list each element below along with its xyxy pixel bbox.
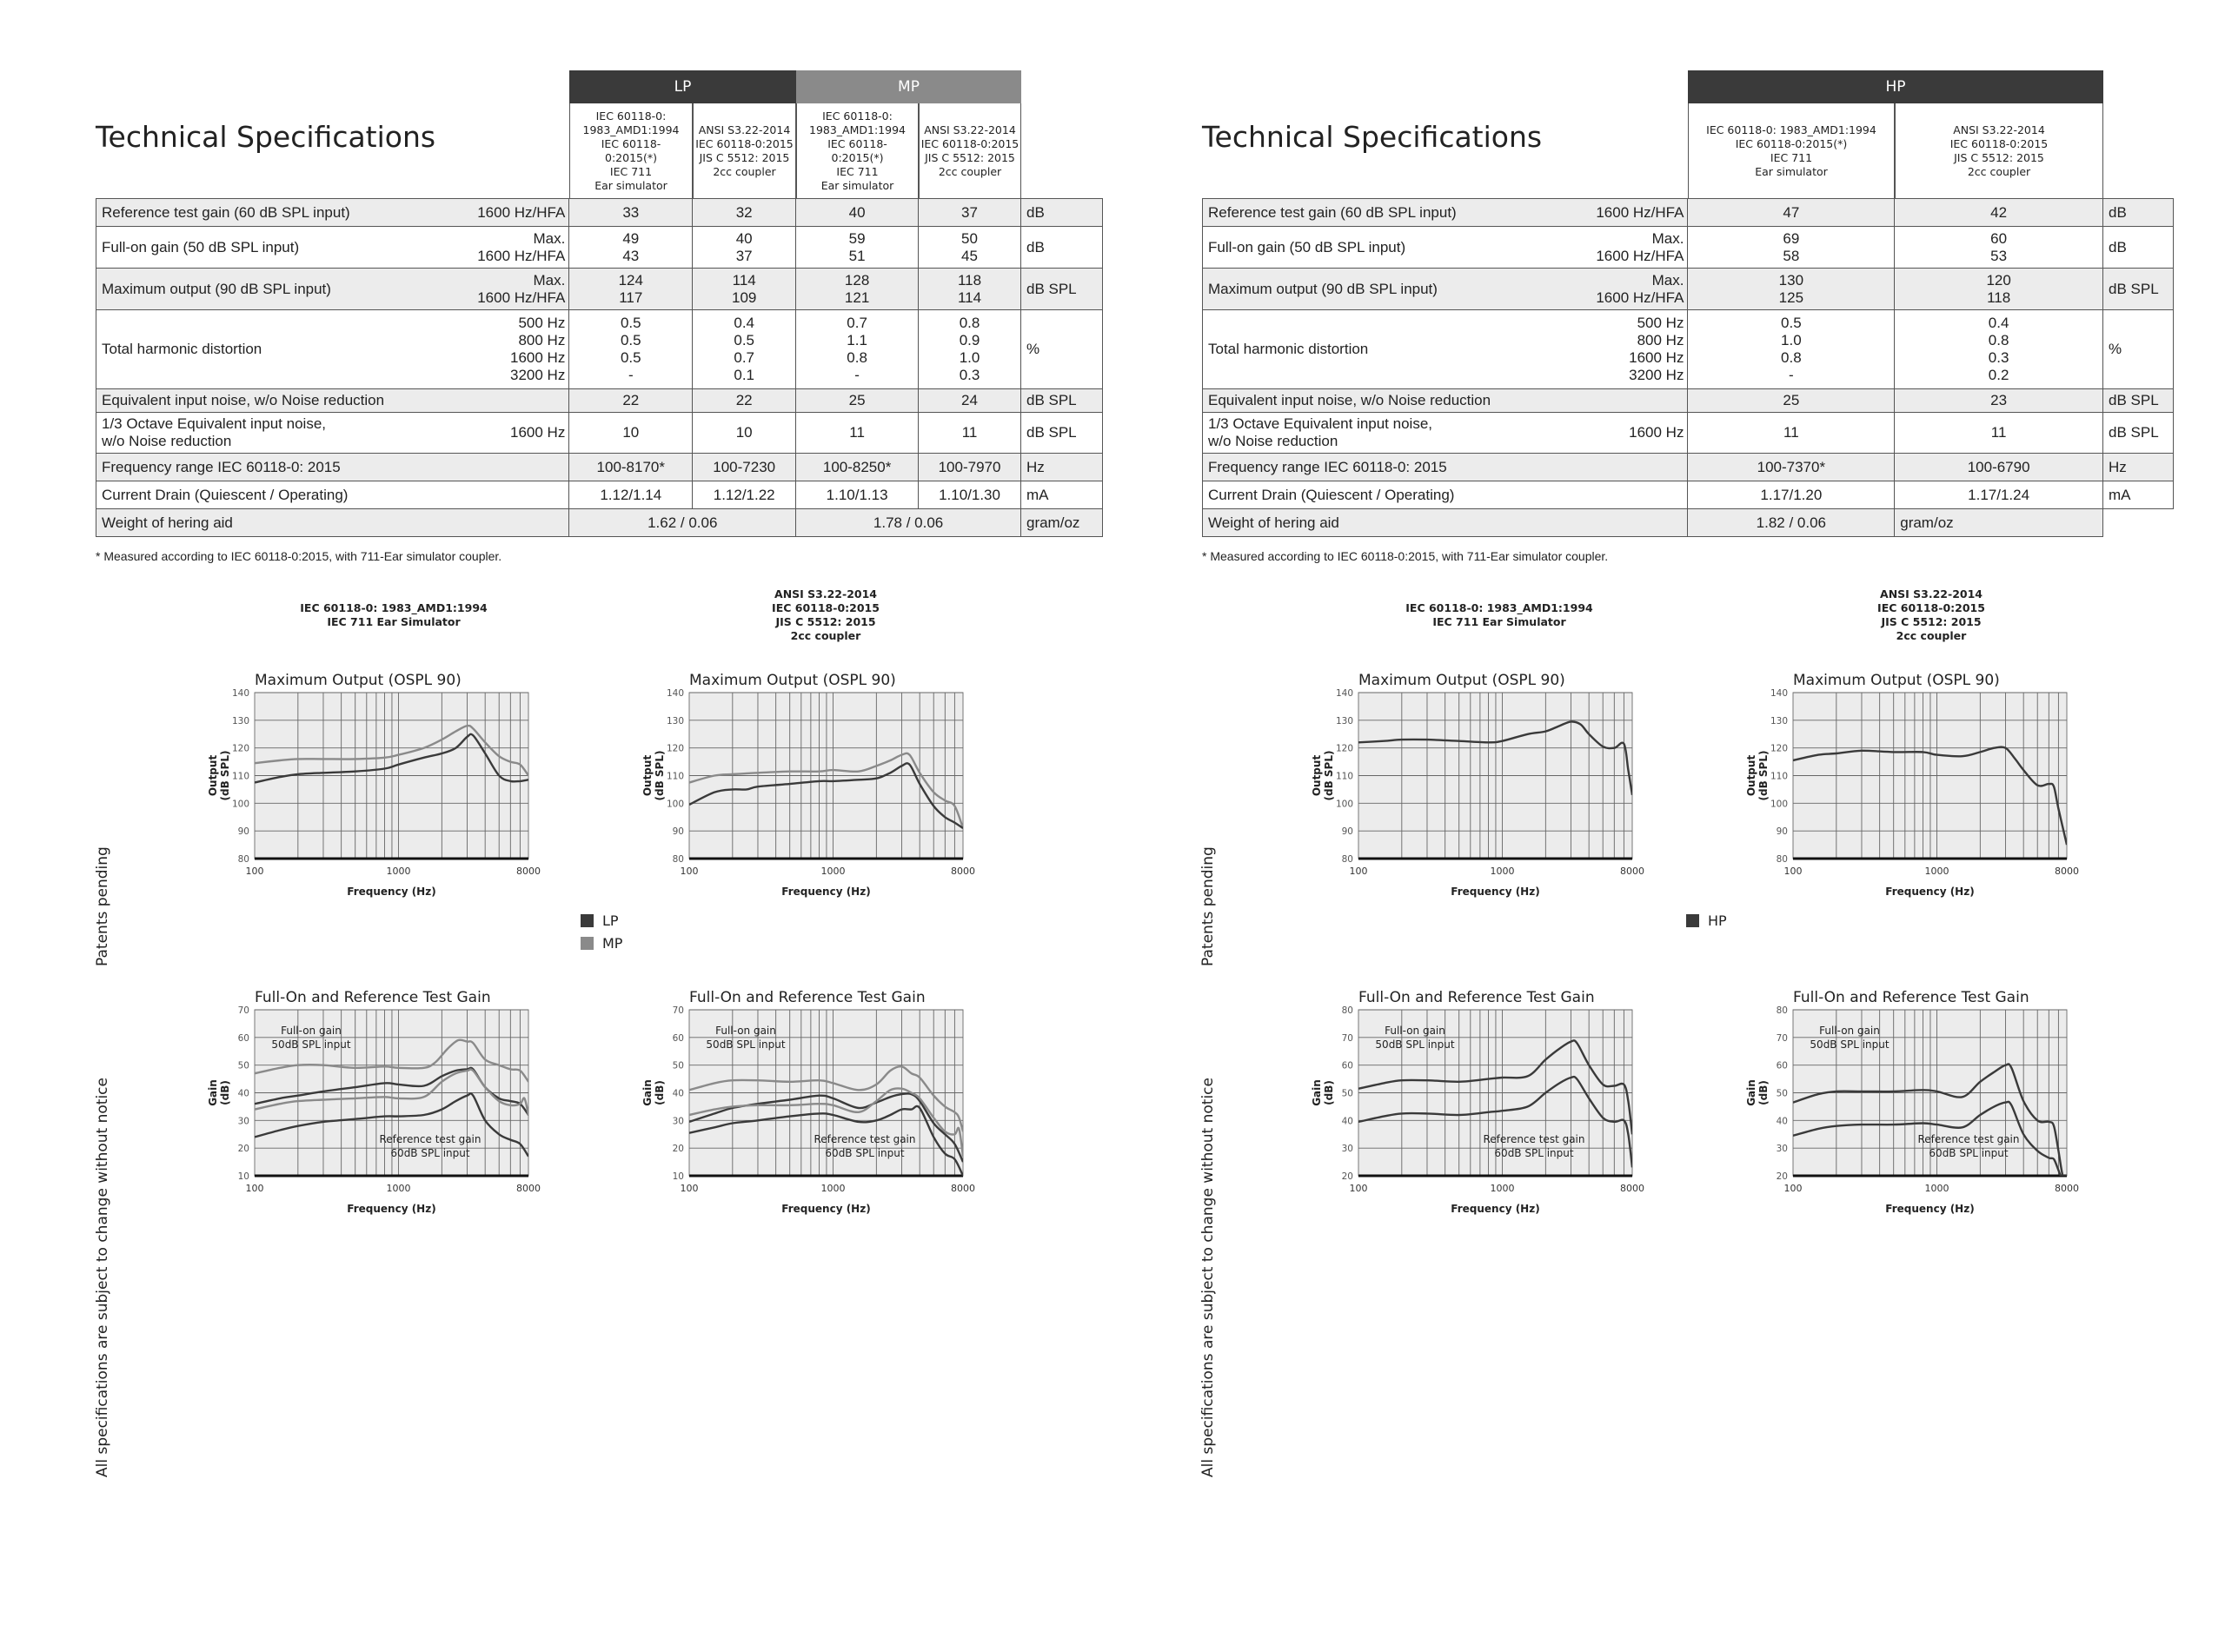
cell-value: 1.17/1.20 (1688, 481, 1895, 509)
y-tick-label: 140 (666, 688, 684, 699)
y-tick-label: 80 (1341, 1005, 1353, 1016)
annotation-reference-gain: Reference test gain 60dB SPL input (1917, 1133, 2020, 1159)
row-condition: 1600 Hz/HFA (1550, 199, 1688, 227)
table-row (1203, 389, 2174, 413)
y-tick-label: 100 (1335, 799, 1353, 810)
y-tick-label: 110 (231, 771, 249, 782)
x-tick-label: 8000 (1620, 1183, 1644, 1194)
row-condition: 1600 Hz (1550, 413, 1688, 454)
cell-unit: gram/oz (1020, 509, 1102, 537)
y-tick-label: 100 (231, 799, 249, 810)
column-header: IEC 60118-0: 1983_AMD1:1994 IEC 60118- 0:2015(*) IEC 711 Ear simulator (569, 103, 693, 198)
cell-unit: dB SPL (1020, 413, 1102, 454)
row-label: Equivalent input noise, w/o Noise reduction (1203, 389, 1551, 413)
chart-lp-mp-iec-ospl (191, 660, 574, 904)
y-axis-label-line: Output (641, 754, 654, 797)
x-tick-label: 100 (1783, 1183, 1803, 1194)
y-tick-label: 70 (672, 1005, 684, 1016)
cell-value: 1.10/1.13 (796, 481, 919, 509)
legend-item-hp: HP (1686, 912, 1727, 935)
y-tick-label: 20 (237, 1144, 249, 1155)
y-tick-label: 70 (1776, 1032, 1788, 1044)
row-condition: 1600 Hz/HFA (443, 199, 569, 227)
annotation-full-on-gain: Full-on gain 50dB SPL input (706, 1025, 786, 1051)
x-axis-label: Frequency (Hz) (781, 1203, 871, 1215)
y-axis-label (1311, 1079, 1335, 1106)
y-tick-label: 130 (1335, 715, 1353, 726)
y-tick-label: 70 (237, 1005, 249, 1016)
y-axis-label-line: (dB) (1757, 1080, 1770, 1105)
chart-hp-iec-gain (1295, 978, 1677, 1221)
y-axis-label-line: (dB) (654, 1080, 666, 1105)
y-tick-label: 50 (237, 1060, 249, 1071)
y-axis-label-line: Gain (1311, 1079, 1323, 1106)
annotation-full-on-gain: Full-on gain 50dB SPL input (271, 1025, 351, 1051)
row-label: Frequency range IEC 60118-0: 2015 (96, 454, 443, 481)
cell-value: 0.7 1.1 0.8 - (796, 310, 919, 389)
y-axis-label (641, 751, 666, 801)
footnote-left: * Measured according to IEC 60118-0:2015, with 711-Ear simulator coupler. (96, 549, 502, 563)
y-axis-label (1745, 751, 1770, 801)
legend-right (1686, 912, 1727, 935)
cell-unit: dB SPL (2103, 389, 2174, 413)
annotation-full-on-gain: Full-on gain 50dB SPL input (1810, 1025, 1890, 1051)
row-label: Maximum output (90 dB SPL input) (96, 269, 443, 310)
cell-value: 100-7970 (919, 454, 1021, 481)
cell-unit: % (1020, 310, 1102, 389)
y-tick-label: 130 (231, 715, 249, 726)
cell-value: 1.12/1.14 (569, 481, 693, 509)
column-header: ANSI S3.22-2014 IEC 60118-0:2015 JIS C 5512: 2015 2cc coupler (1895, 103, 2103, 198)
y-tick-label: 30 (1341, 1144, 1353, 1155)
row-label: Maximum output (90 dB SPL input) (1203, 269, 1551, 310)
x-tick-label: 8000 (951, 1183, 975, 1194)
chart-hp-ansi-gain (1730, 978, 2112, 1221)
row-label: Reference test gain (60 dB SPL input) (1203, 199, 1551, 227)
y-axis-label-line: Gain (1745, 1079, 1757, 1106)
page-title-left: Technical Specifications (96, 120, 436, 154)
cell-unit: dB (1020, 227, 1102, 269)
y-tick-label: 70 (1341, 1032, 1353, 1044)
row-condition (1550, 454, 1688, 481)
side-text-patents-left: Patents pending (94, 846, 111, 966)
cell-value: 0.4 0.5 0.7 0.1 (693, 310, 796, 389)
cell-value: 118 114 (919, 269, 1021, 310)
x-tick-label: 1000 (386, 1183, 411, 1194)
y-axis-label-line: (dB) (219, 1080, 231, 1105)
spec-table-hp (1202, 198, 2174, 537)
y-tick-label: 140 (231, 688, 249, 699)
row-label: Equivalent input noise, w/o Noise reduction (96, 389, 443, 413)
chart-title: Full-On and Reference Test Gain (689, 989, 926, 1006)
column-header: ANSI S3.22-2014 IEC 60118-0:2015 JIS C 5512: 2015 2cc coupler (693, 103, 796, 198)
legend-left (581, 912, 622, 958)
chart-lp-mp-iec-gain (191, 978, 574, 1221)
cell-value: 23 (1895, 389, 2103, 413)
x-tick-label: 100 (1783, 866, 1803, 877)
y-tick-label: 110 (666, 771, 684, 782)
cell-value: 100-7230 (693, 454, 796, 481)
cell-unit: dB SPL (2103, 269, 2174, 310)
y-tick-label: 30 (237, 1116, 249, 1127)
y-tick-label: 20 (672, 1144, 684, 1155)
cell-value: 60 53 (1895, 227, 2103, 269)
cell-value: 100-7370* (1688, 454, 1895, 481)
row-condition (1550, 389, 1688, 413)
cell-value: 25 (1688, 389, 1895, 413)
y-tick-label: 60 (1776, 1060, 1788, 1071)
std-label-ansi-right: ANSI S3.22-2014 IEC 60118-0:2015 JIS C 5512: 2015 2cc coupler (1877, 587, 1985, 642)
x-axis-label: Frequency (Hz) (1885, 1203, 1975, 1215)
y-tick-label: 50 (672, 1060, 684, 1071)
cell-value: 114 109 (693, 269, 796, 310)
cell-unit: mA (1020, 481, 1102, 509)
y-axis-label-line: Gain (641, 1079, 654, 1106)
cell-unit: dB (1020, 199, 1102, 227)
y-tick-label: 140 (1770, 688, 1788, 699)
row-label: 1/3 Octave Equivalent input noise, w/o Noise reduction (1203, 413, 1551, 454)
x-tick-label: 1000 (1490, 866, 1515, 877)
x-tick-label: 1000 (1924, 1183, 1949, 1194)
x-axis-label: Frequency (Hz) (781, 886, 871, 898)
chart-title: Full-On and Reference Test Gain (1358, 989, 1595, 1006)
cell-value: 59 51 (796, 227, 919, 269)
y-tick-label: 40 (1776, 1116, 1788, 1127)
side-text-disclaimer-left: All specifications are subject to change without notice (94, 1078, 111, 1477)
x-tick-label: 1000 (820, 1183, 846, 1194)
group-header-hp: HP (1688, 70, 2103, 103)
y-tick-label: 20 (1341, 1171, 1353, 1182)
y-tick-label: 60 (237, 1032, 249, 1044)
row-label: Current Drain (Quiescent / Operating) (1203, 481, 1551, 509)
x-axis-label: Frequency (Hz) (347, 1203, 436, 1215)
chart-title: Maximum Output (OSPL 90) (255, 672, 462, 689)
cell-unit: dB SPL (1020, 389, 1102, 413)
cell-value: 1.10/1.30 (919, 481, 1021, 509)
chart-lp-mp-ansi-gain (626, 978, 1008, 1221)
y-tick-label: 40 (672, 1088, 684, 1099)
row-condition: Max. 1600 Hz/HFA (443, 227, 569, 269)
row-condition (443, 481, 569, 509)
x-tick-label: 100 (245, 866, 264, 877)
cell-unit: dB (2103, 199, 2174, 227)
cell-value: 0.5 0.5 0.5 - (569, 310, 693, 389)
legend-item-mp: MP (581, 935, 622, 958)
x-tick-label: 8000 (951, 866, 975, 877)
cell-value: 11 (919, 413, 1021, 454)
side-text-patents-right: Patents pending (1199, 846, 1217, 966)
row-condition (443, 454, 569, 481)
annotation-reference-gain: Reference test gain 60dB SPL input (379, 1133, 482, 1159)
row-condition (1550, 509, 1688, 537)
cell-unit: mA (2103, 481, 2174, 509)
y-tick-label: 50 (1776, 1088, 1788, 1099)
y-tick-label: 90 (672, 826, 684, 838)
cell-value: 1.78 / 0.06 (796, 509, 1021, 537)
y-tick-label: 130 (666, 715, 684, 726)
row-label: Weight of hering aid (1203, 509, 1551, 537)
row-condition (1550, 481, 1688, 509)
y-axis-label-line: Output (1745, 754, 1757, 797)
x-tick-label: 100 (680, 866, 699, 877)
table-row (96, 227, 1103, 269)
y-tick-label: 30 (672, 1116, 684, 1127)
x-tick-label: 100 (245, 1183, 264, 1194)
cell-unit: gram/oz (1895, 509, 2103, 537)
y-tick-label: 80 (1341, 854, 1353, 865)
y-tick-label: 110 (1335, 771, 1353, 782)
y-tick-label: 80 (672, 854, 684, 865)
chart-title: Maximum Output (OSPL 90) (1793, 672, 2000, 689)
spec-table-lp-mp (96, 198, 1103, 537)
x-tick-label: 8000 (516, 866, 541, 877)
table-row (96, 389, 1103, 413)
table-row (96, 509, 1103, 537)
y-tick-label: 40 (1341, 1116, 1353, 1127)
table-row (96, 310, 1103, 389)
cell-value: 49 43 (569, 227, 693, 269)
y-tick-label: 10 (237, 1171, 249, 1182)
std-label-iec-left: IEC 60118-0: 1983_AMD1:1994 IEC 711 Ear Simulator (300, 601, 488, 628)
x-tick-label: 8000 (1620, 866, 1644, 877)
cell-value: 11 (1688, 413, 1895, 454)
y-axis-label (1745, 1079, 1770, 1106)
y-tick-label: 100 (666, 799, 684, 810)
row-label: Full-on gain (50 dB SPL input) (96, 227, 443, 269)
x-axis-label: Frequency (Hz) (1451, 1203, 1540, 1215)
cell-value: 0.5 1.0 0.8 - (1688, 310, 1895, 389)
row-condition: Max. 1600 Hz/HFA (1550, 227, 1688, 269)
cell-unit: % (2103, 310, 2174, 389)
x-axis-label: Frequency (Hz) (1885, 886, 1975, 898)
cell-value: 40 37 (693, 227, 796, 269)
column-header: ANSI S3.22-2014 IEC 60118-0:2015 JIS C 5512: 2015 2cc coupler (919, 103, 1021, 198)
table-row (96, 199, 1103, 227)
y-axis-label (207, 751, 231, 801)
x-tick-label: 100 (1349, 1183, 1368, 1194)
chart-title: Maximum Output (OSPL 90) (689, 672, 896, 689)
footnote-right: * Measured according to IEC 60118-0:2015, with 711-Ear simulator coupler. (1202, 549, 1609, 563)
y-axis-label-line: Output (207, 754, 219, 797)
cell-value: 10 (569, 413, 693, 454)
table-row (96, 269, 1103, 310)
x-tick-label: 100 (1349, 866, 1368, 877)
cell-value: 100-8250* (796, 454, 919, 481)
y-axis-label-line: Gain (207, 1079, 219, 1106)
row-condition: 500 Hz 800 Hz 1600 Hz 3200 Hz (443, 310, 569, 389)
cell-value: 1.62 / 0.06 (569, 509, 796, 537)
y-tick-label: 30 (1776, 1144, 1788, 1155)
group-header-lp: LP (569, 70, 796, 103)
x-tick-label: 1000 (1490, 1183, 1515, 1194)
annotation-full-on-gain: Full-on gain 50dB SPL input (1375, 1025, 1455, 1051)
y-tick-label: 120 (1335, 743, 1353, 754)
cell-value: 42 (1895, 199, 2103, 227)
chart-hp-iec-ospl (1295, 660, 1677, 904)
row-condition: 500 Hz 800 Hz 1600 Hz 3200 Hz (1550, 310, 1688, 389)
cell-value: 11 (1895, 413, 2103, 454)
y-axis-label-line: (dB SPL) (654, 750, 666, 801)
row-condition (443, 509, 569, 537)
table-row (1203, 454, 2174, 481)
y-tick-label: 90 (1341, 826, 1353, 838)
cell-value: 0.4 0.8 0.3 0.2 (1895, 310, 2103, 389)
legend-item-lp: LP (581, 912, 622, 935)
page-title-right: Technical Specifications (1202, 120, 1543, 154)
cell-value: 10 (693, 413, 796, 454)
table-row (1203, 227, 2174, 269)
table-row (96, 454, 1103, 481)
cell-value: 33 (569, 199, 693, 227)
annotation-reference-gain: Reference test gain 60dB SPL input (1483, 1133, 1585, 1159)
table-row (1203, 413, 2174, 454)
cell-value: 1.17/1.24 (1895, 481, 2103, 509)
cell-unit: dB SPL (1020, 269, 1102, 310)
row-condition: Max. 1600 Hz/HFA (443, 269, 569, 310)
y-tick-label: 80 (1776, 1005, 1788, 1016)
chart-hp-ansi-ospl (1730, 660, 2112, 904)
y-tick-label: 10 (672, 1171, 684, 1182)
x-axis-label: Frequency (Hz) (347, 886, 436, 898)
table-row (1203, 310, 2174, 389)
y-tick-label: 20 (1776, 1171, 1788, 1182)
cell-value: 24 (919, 389, 1021, 413)
row-label: Weight of hering aid (96, 509, 443, 537)
legend-swatch-lp (581, 914, 594, 927)
y-tick-label: 80 (1776, 854, 1788, 865)
cell-value: 50 45 (919, 227, 1021, 269)
cell-value: 11 (796, 413, 919, 454)
std-label-ansi-left: ANSI S3.22-2014 IEC 60118-0:2015 JIS C 5512: 2015 2cc coupler (772, 587, 880, 642)
chart-title: Maximum Output (OSPL 90) (1358, 672, 1565, 689)
table-row (96, 413, 1103, 454)
cell-value: 100-6790 (1895, 454, 2103, 481)
y-tick-label: 110 (1770, 771, 1788, 782)
x-tick-label: 1000 (820, 866, 846, 877)
y-tick-label: 140 (1335, 688, 1353, 699)
y-tick-label: 60 (1341, 1060, 1353, 1071)
table-row (1203, 199, 2174, 227)
x-tick-label: 8000 (2055, 1183, 2079, 1194)
y-tick-label: 130 (1770, 715, 1788, 726)
y-axis-label (207, 1079, 231, 1106)
cell-value: 40 (796, 199, 919, 227)
cell-value: 22 (693, 389, 796, 413)
x-tick-label: 1000 (1924, 866, 1949, 877)
legend-swatch-hp (1686, 914, 1699, 927)
row-condition (443, 389, 569, 413)
y-tick-label: 120 (231, 743, 249, 754)
annotation-reference-gain: Reference test gain 60dB SPL input (814, 1133, 916, 1159)
row-condition: Max. 1600 Hz/HFA (1550, 269, 1688, 310)
y-tick-label: 40 (237, 1088, 249, 1099)
y-axis-label-line: (dB SPL) (1757, 750, 1770, 801)
y-axis-label-line: (dB) (1323, 1080, 1335, 1105)
std-label-iec-right: IEC 60118-0: 1983_AMD1:1994 IEC 711 Ear Simulator (1405, 601, 1593, 628)
row-label: Current Drain (Quiescent / Operating) (96, 481, 443, 509)
row-label: 1/3 Octave Equivalent input noise, w/o Noise reduction (96, 413, 443, 454)
y-axis-label-line: (dB SPL) (219, 750, 231, 801)
y-tick-label: 90 (237, 826, 249, 838)
cell-value: 47 (1688, 199, 1895, 227)
cell-value: 128 121 (796, 269, 919, 310)
column-header: IEC 60118-0: 1983_AMD1:1994 IEC 60118- 0:2015(*) IEC 711 Ear simulator (796, 103, 919, 198)
side-text-disclaimer-right: All specifications are subject to change without notice (1199, 1078, 1217, 1477)
cell-value: 100-8170* (569, 454, 693, 481)
x-tick-label: 8000 (2055, 866, 2079, 877)
cell-value: 32 (693, 199, 796, 227)
column-header: IEC 60118-0: 1983_AMD1:1994 IEC 60118-0:2015(*) IEC 711 Ear simulator (1688, 103, 1895, 198)
x-axis-label: Frequency (Hz) (1451, 886, 1540, 898)
y-tick-label: 50 (1341, 1088, 1353, 1099)
chart-title: Full-On and Reference Test Gain (1793, 989, 2029, 1006)
table-row (1203, 269, 2174, 310)
cell-value: 124 117 (569, 269, 693, 310)
cell-value: 130 125 (1688, 269, 1895, 310)
row-label: Total harmonic distortion (96, 310, 443, 389)
chart-lp-mp-ansi-ospl (626, 660, 1008, 904)
chart-title: Full-On and Reference Test Gain (255, 989, 491, 1006)
group-header-mp: MP (796, 70, 1021, 103)
cell-unit: dB SPL (2103, 413, 2174, 454)
y-tick-label: 90 (1776, 826, 1788, 838)
y-tick-label: 80 (237, 854, 249, 865)
y-axis-label-line: Output (1311, 754, 1323, 797)
y-axis-label (641, 1079, 666, 1106)
cell-value: 0.8 0.9 1.0 0.3 (919, 310, 1021, 389)
y-tick-label: 60 (672, 1032, 684, 1044)
table-row (1203, 509, 2174, 537)
row-label: Frequency range IEC 60118-0: 2015 (1203, 454, 1551, 481)
y-tick-label: 120 (666, 743, 684, 754)
cell-value: 69 58 (1688, 227, 1895, 269)
x-tick-label: 100 (680, 1183, 699, 1194)
y-axis-label (1311, 751, 1335, 801)
x-tick-label: 8000 (516, 1183, 541, 1194)
cell-unit: Hz (2103, 454, 2174, 481)
cell-value: 37 (919, 199, 1021, 227)
cell-unit: dB (2103, 227, 2174, 269)
y-tick-label: 100 (1770, 799, 1788, 810)
cell-unit: Hz (1020, 454, 1102, 481)
row-label: Total harmonic distortion (1203, 310, 1551, 389)
table-row (96, 481, 1103, 509)
row-condition: 1600 Hz (443, 413, 569, 454)
x-tick-label: 1000 (386, 866, 411, 877)
cell-value: 1.12/1.22 (693, 481, 796, 509)
table-row (1203, 481, 2174, 509)
y-tick-label: 120 (1770, 743, 1788, 754)
y-axis-label-line: (dB SPL) (1323, 750, 1335, 801)
row-label: Full-on gain (50 dB SPL input) (1203, 227, 1551, 269)
cell-value: 25 (796, 389, 919, 413)
cell-value: 22 (569, 389, 693, 413)
row-label: Reference test gain (60 dB SPL input) (96, 199, 443, 227)
cell-value: 120 118 (1895, 269, 2103, 310)
cell-value: 1.82 / 0.06 (1688, 509, 1895, 537)
legend-swatch-mp (581, 937, 594, 950)
